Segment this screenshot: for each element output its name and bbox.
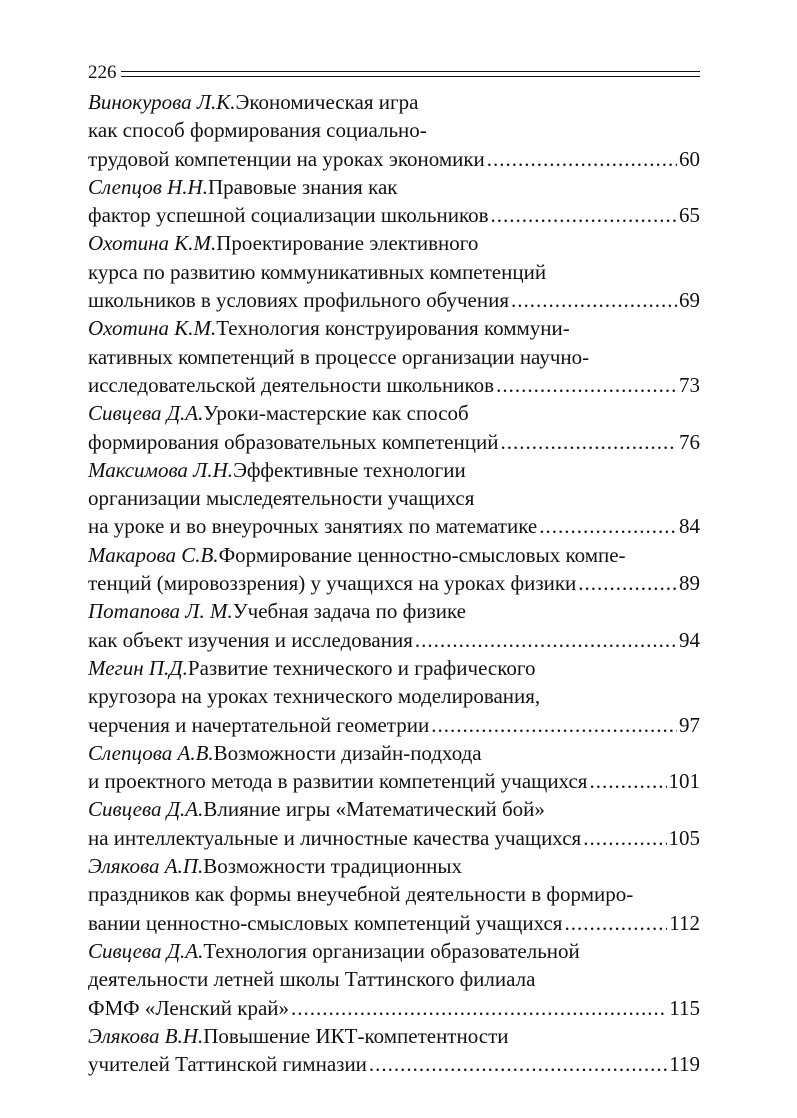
toc-entry-title-text: Возможности традиционных <box>203 854 463 879</box>
dot-leader <box>491 201 678 229</box>
toc-entry-page-number: 119 <box>669 1052 700 1077</box>
toc-entry-title-text: Возможности дизайн-подхода <box>213 740 482 765</box>
toc-entry-page-number: 94 <box>679 627 700 652</box>
toc-entry-line <box>88 484 700 512</box>
toc-entry-line <box>88 852 700 880</box>
toc-entry-line <box>88 682 700 710</box>
toc-entry-line <box>88 994 700 1022</box>
toc-entry-line <box>88 512 700 540</box>
toc-entry-line <box>88 711 700 739</box>
toc-entry-author: Винокурова Л.К. <box>88 90 236 114</box>
toc-entry <box>88 314 700 399</box>
toc-entry-page-number: 115 <box>669 995 700 1020</box>
toc-entry-page-number: 76 <box>679 429 700 454</box>
toc-entry-page-number: 101 <box>668 769 700 794</box>
toc-entry-title-text: Развитие технического и графического <box>187 655 536 680</box>
toc-entry-line <box>88 286 700 314</box>
toc-entry-line <box>88 1050 700 1078</box>
toc-entry-author: Элякова А.П. <box>88 854 204 879</box>
header-rule-bottom <box>121 76 700 77</box>
header-rule-top <box>121 71 700 72</box>
toc-entry-title-text: учителей Таттинской гимназии <box>88 1052 367 1077</box>
toc-entry <box>88 456 700 541</box>
toc-entry-line <box>88 371 700 399</box>
toc-entry-line <box>88 597 700 625</box>
toc-entry-title-text: кругозора на уроках технического моделирования, <box>88 684 541 709</box>
toc-entry-author: Элякова В.Н. <box>88 1023 204 1048</box>
toc-entry-line <box>88 116 700 144</box>
dot-leader <box>539 512 677 540</box>
toc-entry-title-text: Формирование ценностно-смысловых компе- <box>218 542 626 567</box>
toc-entry-line <box>88 824 700 852</box>
toc-entry-title-text: кативных компетенций в процессе организации научно- <box>88 344 590 369</box>
running-header <box>88 62 700 86</box>
dot-leader <box>589 767 666 795</box>
toc-entry <box>88 88 700 173</box>
toc-entry-title-text: Влияние игры «Математический бой» <box>203 797 545 822</box>
toc-entry-title-text: и проектного метода в развитии компетенций учащихся <box>88 769 588 794</box>
toc-entry-page-number: 60 <box>679 146 700 171</box>
toc-entry <box>88 399 700 456</box>
toc-entry-title-text: черчения и начертательной геометрии <box>88 712 430 737</box>
toc-entry <box>88 541 700 598</box>
toc-entry-title-text: на интеллектуальные и личностные качества учащихся <box>88 825 582 850</box>
toc-entry-line <box>88 1022 700 1050</box>
toc-entry-title-text: Уроки-мастерские как способ <box>203 401 469 426</box>
toc-entry-line <box>88 456 700 484</box>
toc-entry-title-text: Технология конструирования коммуни- <box>216 316 570 341</box>
page-number: 226 <box>88 62 117 83</box>
toc-entry-page-number: 89 <box>679 571 700 596</box>
toc-entry-line <box>88 569 700 597</box>
toc-entry-author: Сивцева Д.А. <box>88 797 204 822</box>
toc-entry-line <box>88 173 700 201</box>
toc-entry-page-number: 73 <box>679 372 700 397</box>
toc-entry-title-text: Правовые знания как <box>207 174 398 199</box>
table-of-contents <box>88 88 700 1078</box>
toc-entry-title-text: вании ценностно-смысловых компетенций учащихся <box>88 910 563 935</box>
dot-leader <box>564 909 667 937</box>
toc-entry-title-text: деятельности летней школы Таттинского филиала <box>88 967 536 992</box>
toc-entry-line <box>88 965 700 993</box>
dot-leader <box>369 1050 667 1078</box>
toc-entry-line <box>88 795 700 823</box>
toc-entry-author: Охотина К.М. <box>88 316 217 341</box>
toc-entry <box>88 852 700 937</box>
toc-entry-title-text: организации мыследеятельности учащихся <box>88 486 475 511</box>
toc-entry-title-text: исследовательской деятельности школьников <box>88 372 495 397</box>
dot-leader <box>511 286 677 314</box>
toc-entry-title-text: фактор успешной социализации школьников <box>88 203 489 228</box>
toc-entry-page-number: 65 <box>679 203 700 228</box>
toc-entry-title-text: Эффективные технологии <box>233 457 466 482</box>
toc-entry-line <box>88 428 700 456</box>
toc-entry <box>88 654 700 739</box>
toc-entry-author: Охотина К.М. <box>88 231 217 256</box>
toc-entry-title-text: Технология организации образовательной <box>203 938 580 963</box>
toc-entry-author: Максимова Л.Н. <box>88 457 234 482</box>
toc-entry-page-number: 97 <box>679 712 700 737</box>
toc-entry-author: Потапова Л. М. <box>88 599 233 624</box>
toc-entry-author: Слепцов Н.Н. <box>88 174 208 199</box>
toc-entry-title-text: Повышение ИКТ-компетентности <box>203 1023 509 1048</box>
toc-entry-page-number: 69 <box>679 288 700 313</box>
toc-entry <box>88 173 700 230</box>
dot-leader <box>578 569 677 597</box>
toc-entry <box>88 229 700 314</box>
toc-entry-line <box>88 343 700 371</box>
dot-leader <box>583 824 666 852</box>
toc-entry-line <box>88 258 700 286</box>
toc-entry-page-number: 112 <box>669 910 700 935</box>
toc-entry <box>88 739 700 796</box>
toc-entry-author: Макарова С.В. <box>88 542 219 567</box>
toc-entry <box>88 597 700 654</box>
toc-entry-title-text: Учебная задача по физике <box>232 599 466 624</box>
toc-entry-title-text: ФМФ «Ленский край» <box>88 995 289 1020</box>
toc-entry-line <box>88 229 700 257</box>
toc-entry <box>88 795 700 852</box>
toc-entry-line <box>88 541 700 569</box>
toc-entry-page-number: 105 <box>668 825 700 850</box>
dot-leader <box>431 711 677 739</box>
toc-entry-line <box>88 937 700 965</box>
toc-entry-line <box>88 767 700 795</box>
dot-leader <box>500 428 677 456</box>
toc-entry-line <box>88 739 700 767</box>
toc-entry-title-text: курса по развитию коммуникативных компетенций <box>88 259 547 284</box>
dot-leader <box>291 994 667 1022</box>
toc-entry-line <box>88 654 700 682</box>
toc-entry-title-text: тенций (мировоззрения) у учащихся на уроках физики <box>88 571 577 596</box>
toc-entry-title-text: школьников в условиях профильного обучения <box>88 288 510 313</box>
toc-entry-title-text: Проектирование элективного <box>216 231 479 256</box>
toc-entry-title-text: как способ формирования социально- <box>88 118 427 143</box>
toc-entry <box>88 1022 700 1079</box>
toc-entry-title-text: как объект изучения и исследования <box>88 627 413 652</box>
dot-leader <box>496 371 677 399</box>
toc-entry-title-text: на уроке и во внеурочных занятиях по математике <box>88 514 538 539</box>
toc-entry-line <box>88 88 700 116</box>
toc-entry-title-text: Экономическая игра <box>235 90 419 114</box>
toc-entry <box>88 937 700 1022</box>
toc-entry-page-number: 84 <box>679 514 700 539</box>
toc-entry-author: Слепцова А.В. <box>88 740 214 765</box>
toc-entry-line <box>88 880 700 908</box>
toc-entry-author: Мегин П.Д. <box>88 655 188 680</box>
dot-leader <box>415 626 677 654</box>
toc-entry-line <box>88 909 700 937</box>
dot-leader <box>487 145 677 173</box>
toc-entry-title-text: трудовой компетенции на уроках экономики <box>88 146 485 171</box>
toc-entry-line <box>88 626 700 654</box>
toc-entry-author: Сивцева Д.А. <box>88 938 204 963</box>
toc-entry-line <box>88 201 700 229</box>
toc-entry-line <box>88 314 700 342</box>
toc-entry-title-text: формирования образовательных компетенций <box>88 429 499 454</box>
toc-entry-author: Сивцева Д.А. <box>88 401 204 426</box>
toc-entry-title-text: праздников как формы внеучебной деятельности в формиро- <box>88 882 634 907</box>
toc-entry-line <box>88 145 700 173</box>
toc-entry-line <box>88 399 700 427</box>
